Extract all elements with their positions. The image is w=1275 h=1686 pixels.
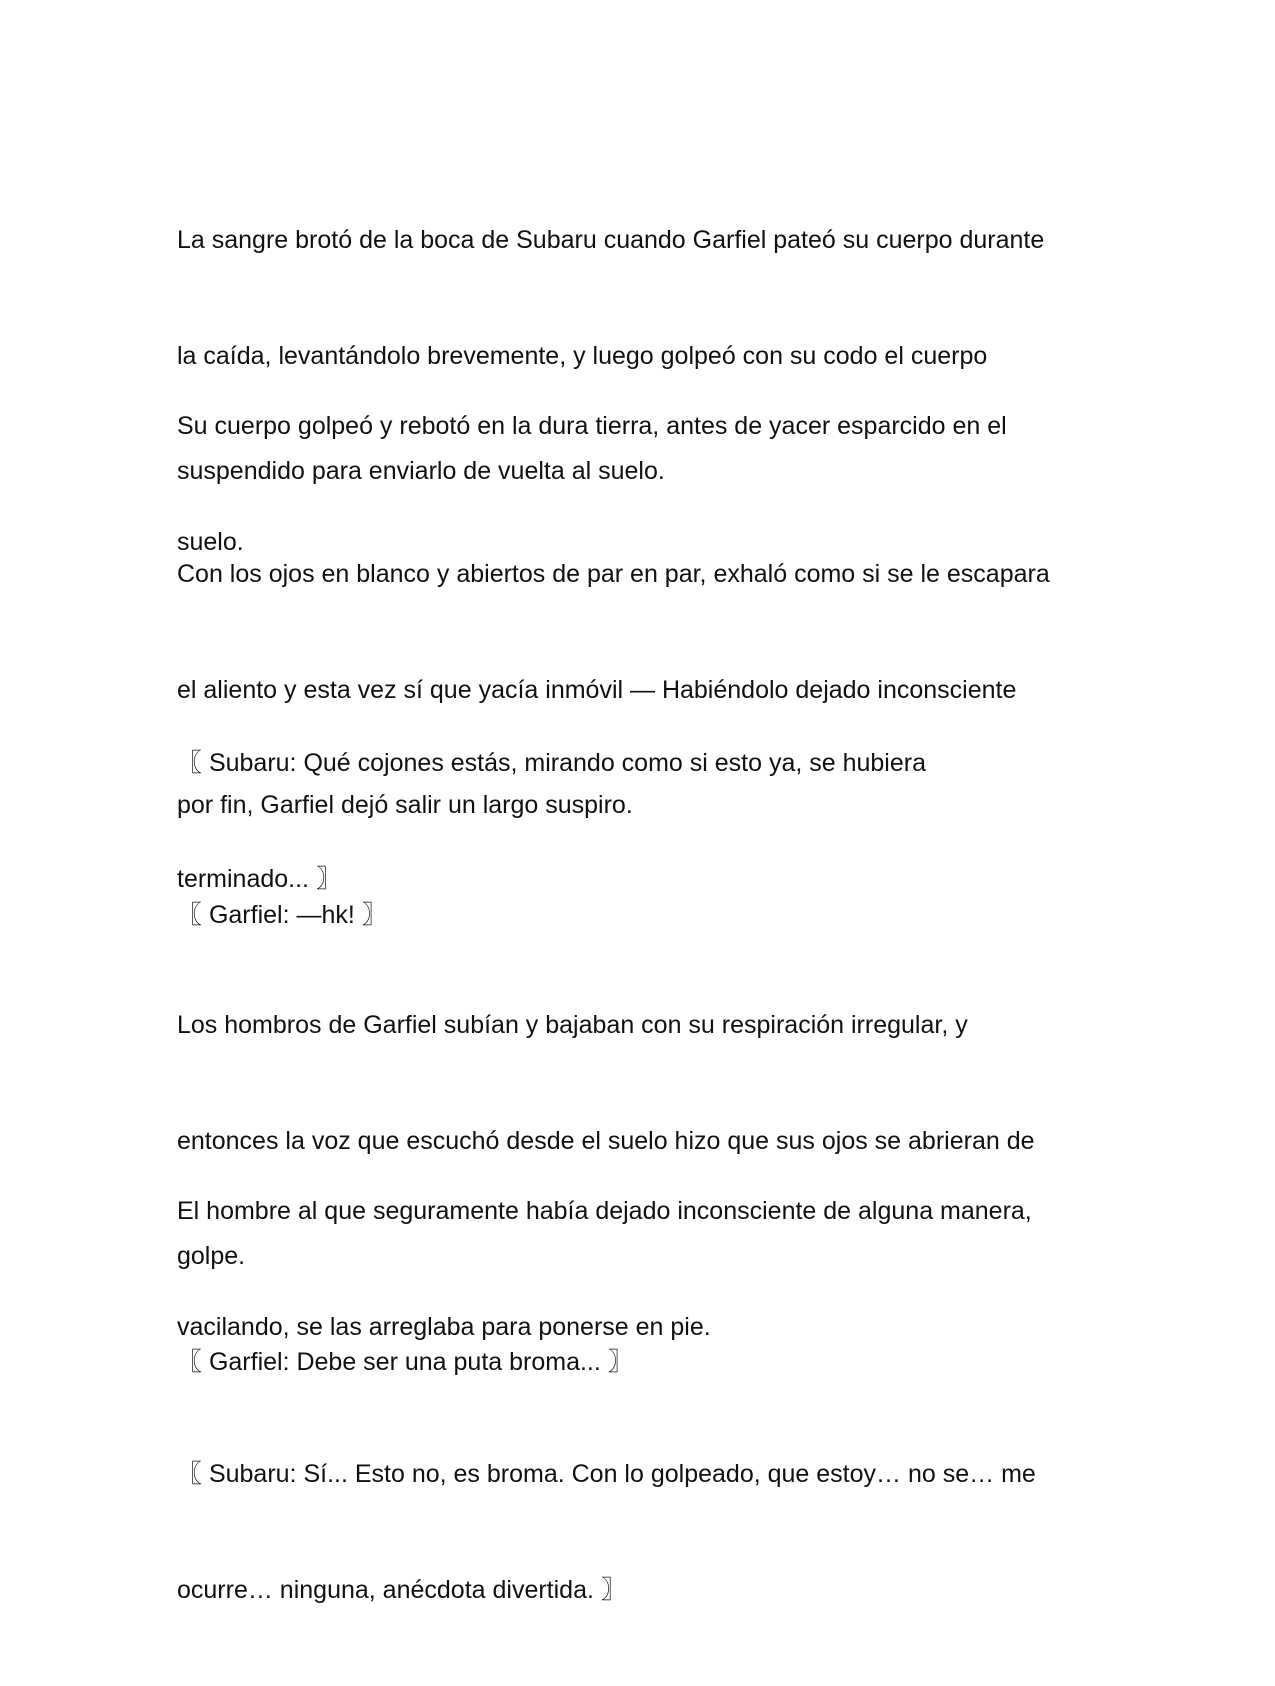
text-line: vacilando, se las arreglaba para ponerse en pie.	[177, 1312, 711, 1341]
text-line: el aliento y esta vez sí que yacía inmóvil — Habiéndolo dejado inconsciente	[177, 675, 1017, 704]
text-line: golpe.	[177, 1242, 246, 1270]
text-line: 〖 Subaru: Sí... Esto no, es broma. Con lo golpeado, que estoy… no se… me	[177, 1460, 1036, 1488]
text-line: 〖 Garfiel: Debe ser una puta broma... 〗	[177, 1348, 633, 1376]
text-line: 〖 Garfiel: —hk! 〗	[177, 901, 387, 929]
text-line: Con los ojos en blanco y abiertos de par en par, exhaló como si se le escapara	[177, 560, 1050, 588]
text-line: Los hombros de Garfiel subían y bajaban con su respiración irregular, y	[177, 1011, 968, 1039]
text-line: ocurre… ninguna, anécdota divertida. 〗	[177, 1575, 626, 1604]
text-line: por fin, Garfiel dejó salir un largo suspiro.	[177, 791, 633, 819]
text-line: El hombre al que seguramente había dejado inconsciente de alguna manera,	[177, 1197, 1032, 1225]
text-line: la caída, levantándolo brevemente, y luego golpeó con su codo el cuerpo	[177, 341, 988, 370]
text-line: suelo.	[177, 527, 244, 556]
text-line: 〖 Subaru: Qué cojones estás, mirando como si esto ya, se hubiera	[177, 749, 926, 777]
text-line: La sangre brotó de la boca de Subaru cuando Garfiel pateó su cuerpo durante	[177, 226, 1045, 254]
text-line: Su cuerpo golpeó y rebotó en la dura tierra, antes de yacer esparcido en el	[177, 412, 1007, 440]
dialogue-subaru-2	[177, 1378, 1107, 1686]
text-line: terminado... 〗	[177, 864, 341, 893]
text-line: suspendido para enviarlo de vuelta al suelo.	[177, 457, 665, 485]
text-line: entonces la voz que escuchó desde el suelo hizo que sus ojos se abrieran de	[177, 1126, 1035, 1155]
